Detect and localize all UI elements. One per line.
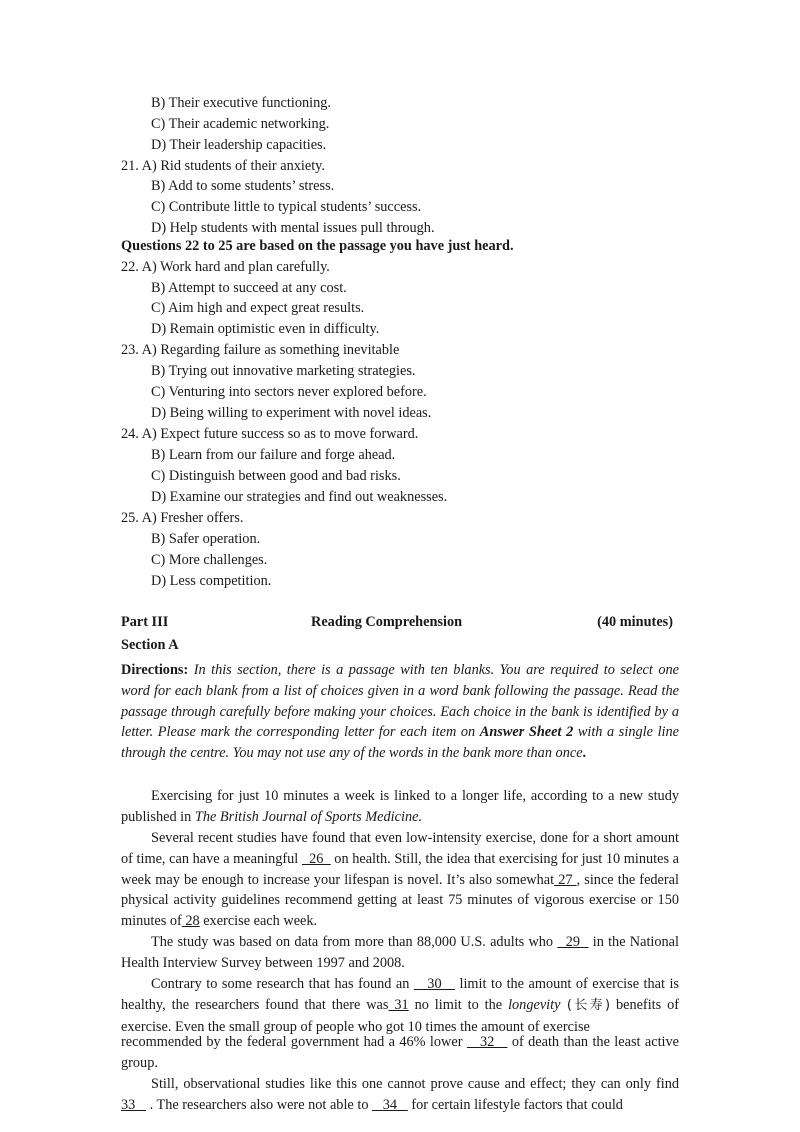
section-label: Section A: [121, 637, 179, 653]
p2-text-c: , since the federal physical activity guidelines recommend getting at least 75 minutes of vigorous exercise or 150 minutes of: [121, 871, 679, 930]
q24-option-c: C) Distinguish between good and bad risks.: [151, 468, 401, 484]
q21-option-c: C) Contribute little to typical students’ success.: [151, 199, 422, 215]
p2-text-d: exercise each week.: [199, 913, 318, 930]
p3-text-b: in the National Health Interview Survey between 1997 and 2008.: [121, 934, 680, 971]
blank-33: 33: [121, 1096, 147, 1113]
blank-26: 26: [301, 850, 331, 867]
p4-text-e: recommended by the federal government had a 46% lower: [121, 1034, 467, 1050]
q24-option-b: B) Learn from our failure and forge ahead.: [151, 447, 396, 463]
q25-option-b: B) Safer operation.: [151, 531, 261, 547]
q21-option-b: B) Add to some students’ stress.: [151, 178, 335, 194]
passage-paragraph-4: [121, 974, 679, 1037]
q23-stem: 23. A) Regarding failure as something inevitable: [121, 342, 400, 358]
part-time: (40 minutes): [597, 614, 673, 630]
blank-30: 30: [413, 976, 456, 992]
directions-end: .: [582, 745, 587, 762]
p5-text-b: . The researchers also were not able to: [146, 1096, 373, 1113]
passage-heading: Questions 22 to 25 are based on the passage you have just heard.: [121, 238, 514, 254]
q22-option-d: D) Remain optimistic even in difficulty.: [151, 321, 380, 337]
longevity-term: longevity: [508, 996, 561, 1013]
q25-option-d: D) Less competition.: [151, 573, 272, 589]
p2-text-b: on health. Still, the idea that exercising for just 10 minutes a week may be enough to increase your lifespan is novel. It’s also somewhat: [121, 850, 680, 888]
q20-option-c: C) Their academic networking.: [151, 116, 330, 132]
p4-text-f: of death than the least active group.: [121, 1034, 680, 1071]
p3-text-a: The study was based on data from more than 88,000 U.S. adults who: [151, 934, 558, 950]
p1-text: Exercising for just 10 minutes a week is linked to a longer life, according to a new study published in: [121, 788, 679, 825]
q25-stem: 25. A) Fresher offers.: [121, 510, 244, 526]
part-label: Part III: [121, 614, 169, 630]
passage-paragraph-4-cont: [121, 1032, 679, 1074]
longevity-gloss: (长寿): [560, 997, 611, 1013]
p4-text-c: no limit to the: [408, 996, 509, 1013]
part-title: Reading Comprehension: [311, 614, 463, 630]
journal-title: The British Journal of Sports Medicine.: [194, 808, 423, 825]
q20-option-b: B) Their executive functioning.: [151, 95, 331, 111]
blank-27: 27: [554, 871, 577, 888]
passage-paragraph-2: [121, 828, 679, 932]
passage-paragraph-1: [121, 786, 679, 828]
passage-paragraph-3: [121, 932, 679, 974]
q25-option-c: C) More challenges.: [151, 552, 268, 568]
directions-text-2: with a single line through the centre. You may not use any of the words in the bank more than once: [121, 724, 680, 762]
q22-option-c: C) Aim high and expect great results.: [151, 300, 365, 316]
p5-text-a: Still, observational studies like this one cannot prove cause and effect; they can only find: [151, 1076, 679, 1092]
q24-option-d: D) Examine our strategies and find out weaknesses.: [151, 489, 448, 505]
p4-text-a: Contrary to some research that has found an: [151, 976, 414, 992]
blank-32: 32: [466, 1034, 508, 1050]
q23-option-b: B) Trying out innovative marketing strategies.: [151, 363, 416, 379]
directions: [121, 660, 679, 764]
blank-28: 28: [181, 913, 200, 930]
q22-stem: 22. A) Work hard and plan carefully.: [121, 259, 330, 275]
p5-text-c: for certain lifestyle factors that could: [407, 1096, 623, 1113]
answer-sheet-ref: Answer Sheet 2: [479, 724, 574, 741]
q24-stem: 24. A) Expect future success so as to move forward.: [121, 426, 419, 442]
q21-stem: 21. A) Rid students of their anxiety.: [121, 158, 325, 174]
passage-paragraph-5: [121, 1074, 679, 1116]
q20-option-d: D) Their leadership capacities.: [151, 137, 327, 153]
p4-text-d: benefits of exercise. Even the small group of people who got 10 times the amount of exercise: [121, 996, 680, 1035]
q22-option-b: B) Attempt to succeed at any cost.: [151, 280, 347, 296]
part-header: [121, 614, 673, 634]
directions-label: Directions:: [121, 662, 189, 678]
blank-31: 31: [388, 996, 409, 1013]
q23-option-d: D) Being willing to experiment with novel ideas.: [151, 405, 432, 421]
q23-option-c: C) Venturing into sectors never explored before.: [151, 384, 427, 400]
directions-text-1: In this section, there is a passage with ten blanks. You are required to select one word for each blank from a list of choices given in a word bank following the passage. Read the passage through carefully before making your choices. Each choice in the bank is identified by a letter. Please mark the corresponding letter for each item on: [121, 662, 679, 741]
p2-text-a: Several recent studies have found that even low-intensity exercise, done for a short amount of time, can have a meaningful: [121, 830, 679, 867]
q21-option-d: D) Help students with mental issues pull through.: [151, 220, 435, 236]
blank-34: 34: [372, 1096, 408, 1113]
blank-29: 29: [557, 934, 589, 950]
p4-text-b: limit to the amount of exercise that is healthy, the researchers found that there was: [121, 976, 679, 1013]
